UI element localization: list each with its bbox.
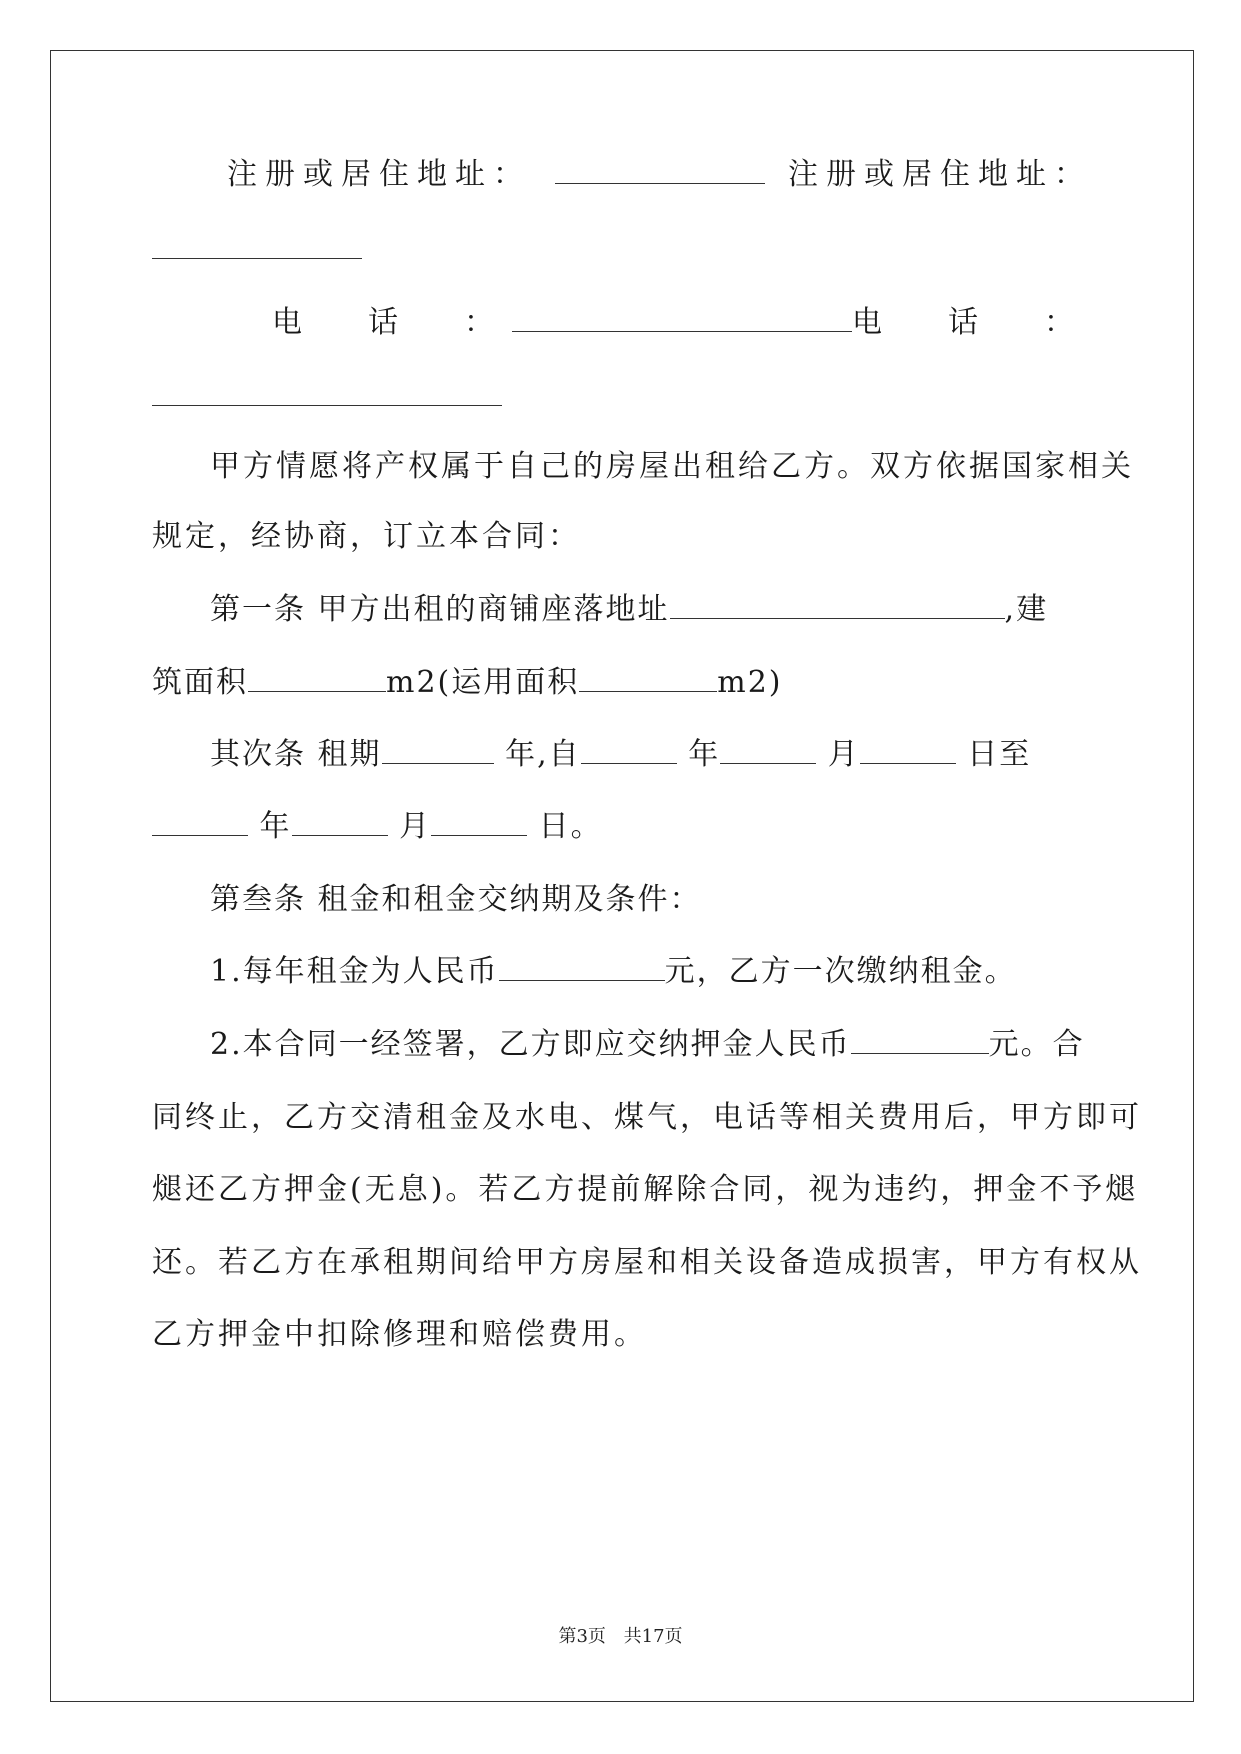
intro-line-2: 规定，经协商，订立本合同：	[152, 519, 581, 554]
article1-usable-label: m2(运用面积	[386, 665, 580, 700]
page-footer	[0, 1622, 1241, 1648]
article3-item2-a: 2.本合同一经签署，乙方即应交纳押金人民币	[210, 1027, 851, 1062]
address-blank-b	[152, 226, 362, 259]
article2-t5: 年	[259, 809, 292, 844]
article3-item1-b: 元，乙方一次缴纳租金。	[664, 954, 1017, 989]
intro-line-1: 甲方情愿将产权属于自己的房屋出租给乙方。双方依据国家相关	[210, 449, 1134, 484]
article3-item2-b: 元。合	[988, 1027, 1085, 1062]
article2-t7: 日。	[538, 809, 603, 844]
page-number: 第3页	[558, 1626, 606, 1647]
address-blank-a	[555, 151, 765, 184]
phone-label-a: 电 话 ：	[272, 305, 512, 340]
article2-line-1	[152, 730, 1150, 780]
article1-line-1	[152, 585, 1150, 635]
start-day-blank	[860, 731, 956, 764]
phone-blank-a	[512, 299, 852, 332]
article2-t6: 月	[399, 809, 432, 844]
article3-item1-a: 1.每年租金为人民币	[210, 954, 499, 989]
annual-rent-blank	[499, 948, 665, 981]
article2-t1: 年,自	[505, 737, 581, 772]
article1-address-blank	[670, 586, 1005, 619]
article2-prefix: 其次条 租期	[210, 737, 382, 772]
usable-area-blank	[579, 659, 717, 692]
article3-title: 第叁条 租金和租金交纳期及条件：	[210, 882, 702, 917]
address-line	[152, 150, 1092, 200]
article3-item2-line-4: 还。若乙方在承租期间给甲方房屋和相关设备造成损害，甲方有权从	[152, 1245, 1142, 1280]
article2-line-2	[152, 802, 1092, 852]
article3-item2-line-3: 煺还乙方押金(无息)。若乙方提前解除合同，视为违约，押金不予煺	[152, 1172, 1139, 1207]
building-area-blank	[248, 659, 386, 692]
article1-prefix: 第一条 甲方出租的商铺座落地址	[210, 592, 670, 627]
article1-unit: m2)	[717, 665, 783, 700]
phone-label-b: 电 话 ：	[852, 305, 1092, 340]
phone-blank-line	[152, 372, 1092, 422]
article2-t3: 月	[827, 737, 860, 772]
article3-item1	[152, 947, 1150, 997]
end-day-blank	[431, 803, 527, 836]
article1-line-2	[152, 658, 1092, 708]
article3-item2-line-1	[152, 1020, 1150, 1070]
lease-years-blank	[382, 731, 494, 764]
address-label-b: 注册或居住地址：	[788, 157, 1092, 192]
start-month-blank	[720, 731, 816, 764]
phone-blank-b	[152, 373, 502, 406]
start-year-blank	[581, 731, 677, 764]
end-month-blank	[292, 803, 388, 836]
deposit-blank	[851, 1021, 989, 1054]
address-label-a: 注册或居住地址：	[227, 157, 531, 192]
article3-item2-line-5: 乙方押金中扣除修理和赔偿费用。	[152, 1317, 647, 1352]
address-blank-line	[152, 225, 1092, 275]
page-total: 共17页	[623, 1626, 683, 1647]
article2-t4: 日至	[967, 737, 1032, 772]
article2-t2: 年	[688, 737, 721, 772]
article1-after-blank: ,建	[1004, 592, 1049, 627]
phone-line	[152, 298, 1092, 348]
article1-area-label: 筑面积	[152, 665, 248, 700]
article3-item2-line-2: 同终止，乙方交清租金及水电、煤气，电话等相关费用后，甲方即可	[152, 1100, 1142, 1135]
end-year-blank	[152, 803, 248, 836]
